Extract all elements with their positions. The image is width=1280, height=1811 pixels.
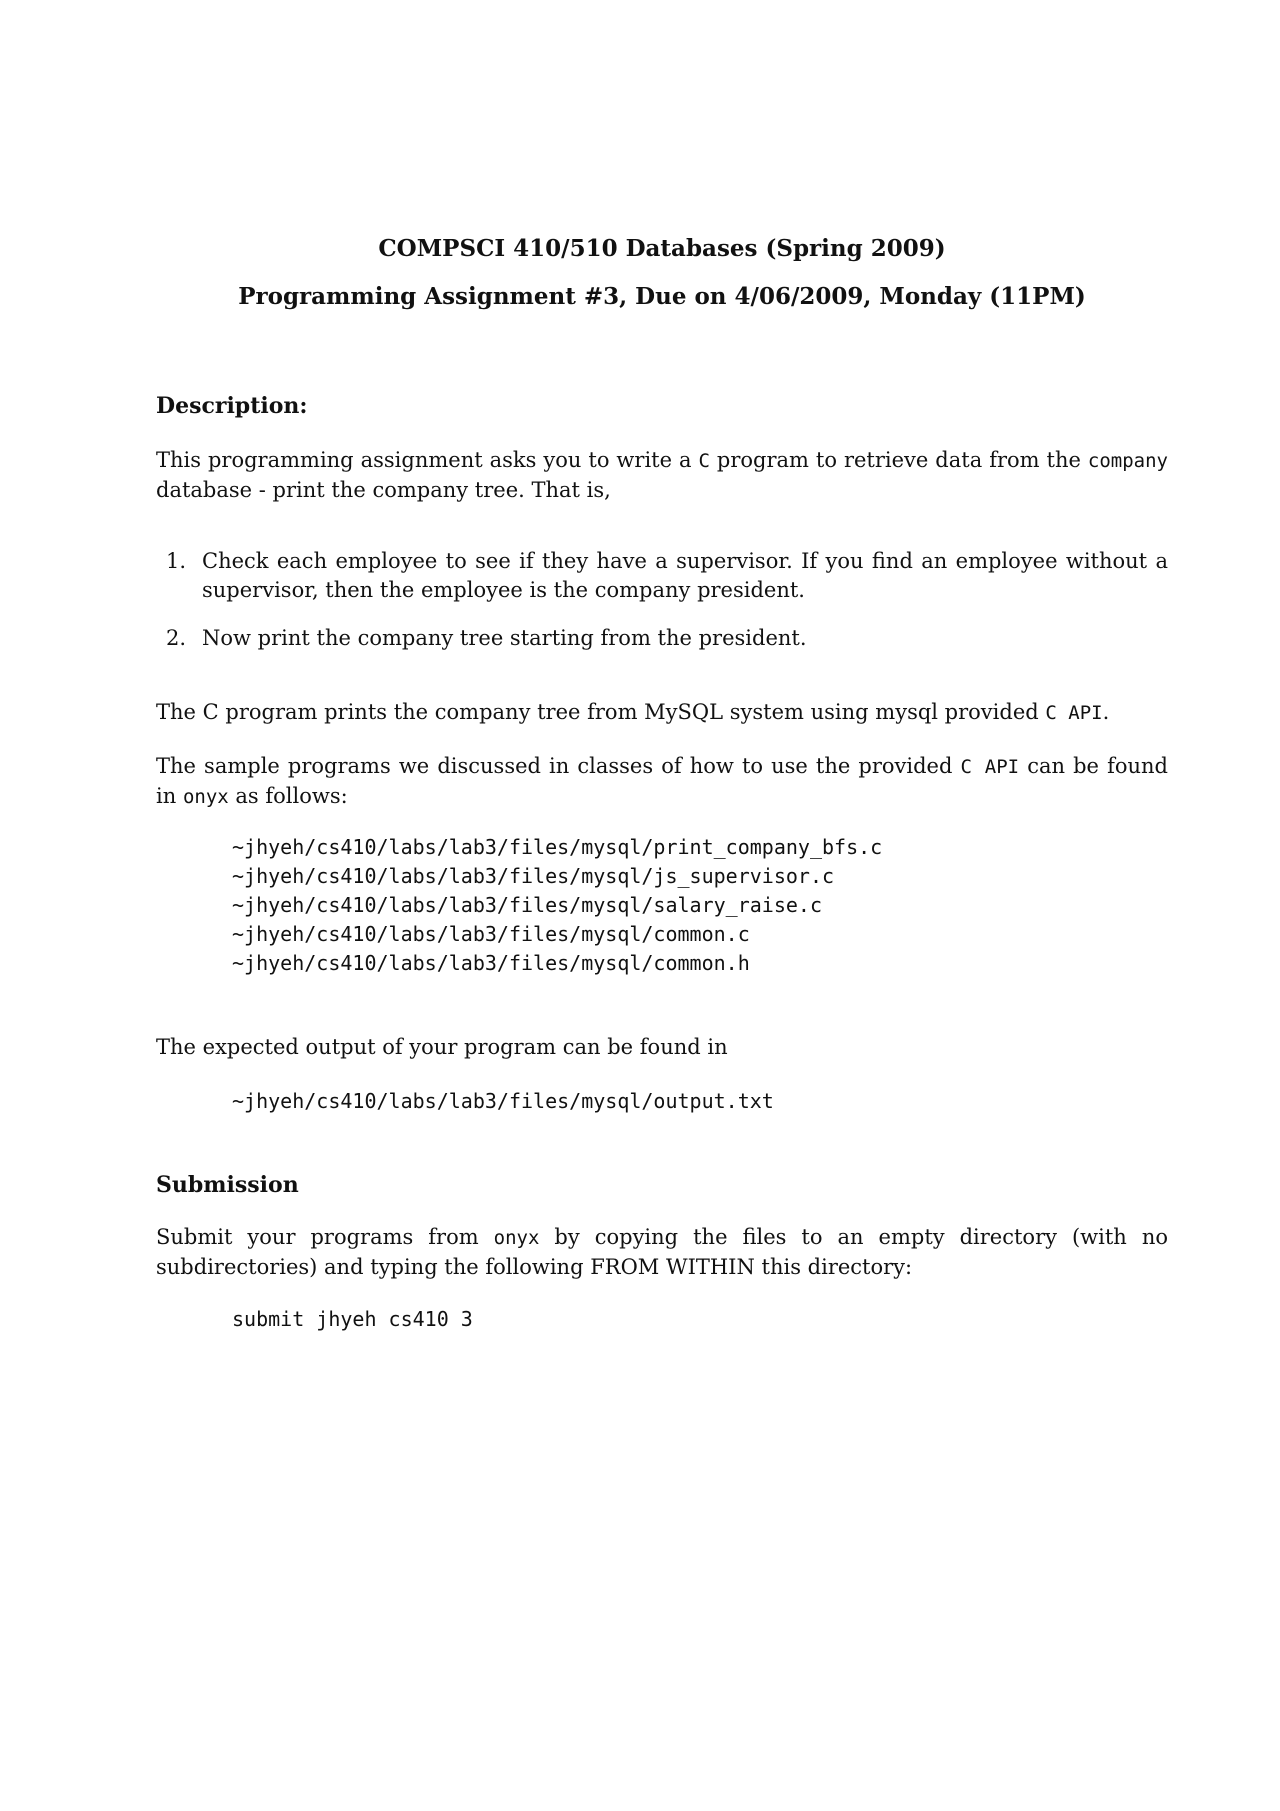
submit-command-block	[232, 1305, 473, 1334]
submission-code-onyx: onyx	[493, 1227, 540, 1249]
step-text: Check each employee to see if they have a supervisor. If you find an employee without a supervisor, then the employee is the company president.	[202, 549, 1168, 602]
sample-path-list	[232, 833, 882, 978]
intro-text-3: database - print the company tree. That is,	[156, 478, 611, 502]
steps-list	[156, 547, 1168, 672]
expected-output-text: The expected output of your program can be found in	[156, 1035, 728, 1059]
assignment-title: Programming Assignment #3, Due on 4/06/2009, Monday (11PM)	[238, 283, 1086, 310]
intro-text-1: This programming assignment asks you to write a	[156, 448, 692, 472]
submit-command: submit jhyeh cs410 3	[232, 1307, 473, 1331]
samples-text-2: can be found in	[156, 754, 1168, 808]
samples-text-3: as follows:	[235, 784, 348, 808]
intro-paragraph	[156, 446, 1168, 505]
expected-output-path-block	[232, 1087, 774, 1116]
sample-path: ~jhyeh/cs410/labs/lab3/files/mysql/common.c	[232, 922, 750, 946]
intro-text-2: program to retrieve data from the	[716, 448, 1081, 472]
sample-path: ~jhyeh/cs410/labs/lab3/files/mysql/salary_raise.c	[232, 893, 823, 917]
submission-text-2: by copying the files to an empty directory (with no subdirectories) and typing the following FROM WITHIN this directory:	[156, 1225, 1168, 1279]
course-title: COMPSCI 410/510 Databases (Spring 2009)	[378, 235, 946, 262]
step-text: Now print the company tree starting from the president.	[202, 626, 807, 650]
step-number: 1.	[166, 549, 187, 573]
api-text-2: .	[1102, 700, 1110, 724]
sample-path: ~jhyeh/cs410/labs/lab3/files/mysql/js_supervisor.c	[232, 864, 835, 888]
intro-code-company: company	[1087, 450, 1168, 472]
api-code: C API	[1045, 702, 1103, 724]
samples-code-onyx: onyx	[182, 786, 229, 808]
description-heading: Description:	[156, 393, 308, 419]
submission-text-1: Submit your programs from	[156, 1225, 479, 1249]
intro-code-c: C	[698, 450, 710, 472]
list-item	[156, 624, 1168, 653]
step-number: 2.	[166, 626, 187, 650]
samples-code-api: C API	[960, 756, 1020, 778]
expected-output-path: ~jhyeh/cs410/labs/lab3/files/mysql/output.txt	[232, 1089, 774, 1113]
samples-paragraph	[156, 752, 1168, 812]
sample-path: ~jhyeh/cs410/labs/lab3/files/mysql/common.h	[232, 951, 750, 975]
api-paragraph	[156, 698, 1168, 728]
submission-paragraph	[156, 1223, 1168, 1282]
api-text-1: The C program prints the company tree from MySQL system using mysql provided	[156, 700, 1039, 724]
sample-path: ~jhyeh/cs410/labs/lab3/files/mysql/print_company_bfs.c	[232, 835, 883, 859]
submission-heading: Submission	[156, 1172, 299, 1198]
samples-text-1: The sample programs we discussed in classes of how to use the provided	[156, 754, 953, 778]
list-item	[156, 547, 1168, 605]
